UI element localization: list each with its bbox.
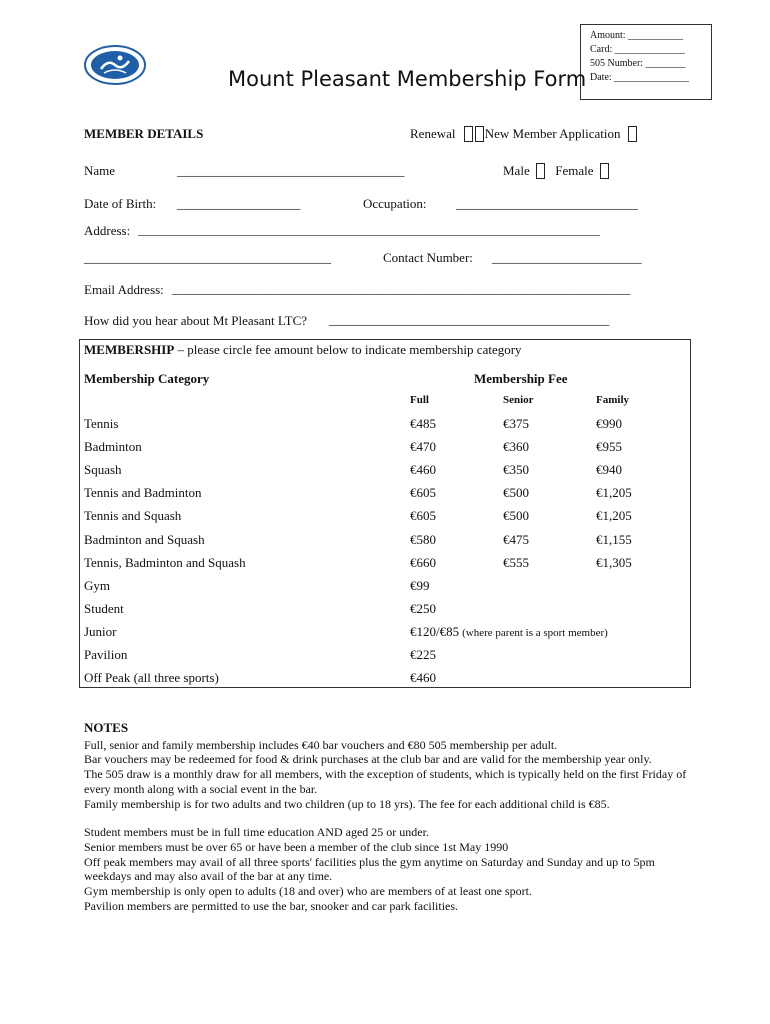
fee-senior-cell[interactable]: €555 [503,554,529,570]
category-header: Membership Category [84,371,210,386]
fee-full-cell[interactable]: €580 [410,531,436,547]
fee-family-cell[interactable]: €940 [596,462,622,478]
office-use-box [580,24,712,100]
hear-label: How did you hear about Mt Pleasant LTC? [84,313,308,328]
name-label: Name [84,163,116,178]
fee-full-value: €120/€85 [410,623,460,639]
col-senior-header: Senior [503,394,534,406]
category-cell: Tennis and Squash [84,508,182,524]
hear-field[interactable]: ______________________________________________ [329,313,610,327]
note-line: Pavilion members are permitted to use the bar, snooker and car park facilities. [84,898,459,913]
category-cell: Squash [84,462,122,478]
membership-heading [84,342,522,358]
fee-full-cell[interactable]: €470 [410,439,436,455]
fee-family-cell[interactable]: €955 [596,439,622,455]
category-cell: Badminton [84,439,142,455]
gender-options [503,163,610,179]
office-505-number: 505 Number: ________ [590,58,686,69]
occupation-label: Occupation: [363,196,427,211]
page-title: Mount Pleasant Membership Form [228,67,587,91]
notes-section [84,721,704,913]
membership-heading-bold: MEMBERSHIP [84,342,175,357]
fee-full-cell[interactable]: €225 [410,647,436,662]
note-line: Off peak members may avail of all three sports' facilities plus the gym anytime on Saturday and Sunday and up to 5pm weekdays and may also avail of the bar at any time. [84,854,655,884]
fee-full-cell[interactable] [410,624,608,640]
new-member-checkbox-right[interactable] [628,126,637,142]
member-details-heading: MEMBER DETAILS [84,126,204,141]
club-logo [84,45,146,85]
fee-full-cell[interactable]: €485 [410,416,436,431]
fee-senior-cell[interactable]: €360 [503,439,529,455]
fee-full-cell[interactable]: €460 [410,462,436,478]
fee-full-cell[interactable]: €250 [410,600,436,616]
fee-senior-cell[interactable]: €350 [503,462,529,478]
membership-heading-rest: – please circle fee amount below to indicate membership category [174,342,522,357]
office-amount: Amount: ___________ [590,30,684,41]
female-checkbox[interactable] [600,163,609,179]
category-cell: Tennis and Badminton [84,485,202,501]
contact-field[interactable]: _______________________ [492,250,642,265]
address-field-2[interactable]: ______________________________________ [84,250,331,265]
email-field[interactable]: __________________________________________________________________________ [172,282,631,296]
fee-senior-cell[interactable]: €500 [503,508,529,524]
renewal-option [410,126,638,142]
male-label: Male [503,163,530,178]
category-cell: Gym [84,577,110,593]
category-cell: Tennis, Badminton and Squash [84,554,246,570]
occupation-field[interactable]: ____________________________ [456,196,638,211]
dob-field[interactable]: ___________________ [177,196,301,211]
female-label: Female [555,163,594,178]
office-card: Card: ______________ [590,44,685,55]
note-line: Student members must be in full time education AND aged 25 or under. [84,825,429,840]
note-line: Full, senior and family membership includes €40 bar vouchers and €80 505 membership per adult. [84,737,558,752]
fee-full-cell[interactable]: €605 [410,508,436,524]
fee-family-cell[interactable]: €1,205 [596,485,632,501]
office-date: Date: _______________ [590,72,690,83]
fee-full-cell[interactable]: €99 [410,577,430,593]
notes-heading: NOTES [84,720,129,735]
fee-family-cell[interactable]: €990 [596,416,622,431]
fee-full-cell[interactable]: €460 [410,670,436,686]
col-family-header: Family [596,394,629,406]
category-cell: Badminton and Squash [84,531,205,547]
fee-full-cell[interactable]: €605 [410,485,436,501]
fee-senior-cell[interactable]: €500 [503,485,529,501]
note-line: The 505 draw is a monthly draw for all members, with the exception of students, which is typically held on the first Friday of every month along with a social event in the bar. [84,767,687,796]
fee-header: Membership Fee [474,371,568,386]
male-checkbox[interactable] [536,163,545,179]
category-cell: Off Peak (all three sports) [84,670,219,686]
address-field[interactable]: _____________________________________________________________________________ [138,223,600,237]
fee-family-cell[interactable]: €1,205 [596,508,632,524]
renewal-checkbox[interactable] [464,126,473,142]
note-line: Senior members must be over 65 or have been a member of the club since 1st May 1990 [84,839,509,854]
fee-senior-cell[interactable]: €375 [503,416,529,431]
category-cell: Student [84,600,124,616]
category-cell: Pavilion [84,647,128,662]
note-line: Gym membership is only open to adults (18 and over) who are members of at least one sport. [84,884,532,899]
category-cell: Tennis [84,416,119,431]
fee-full-cell[interactable]: €660 [410,554,436,570]
email-label: Email Address: [84,282,164,297]
fee-senior-cell[interactable]: €475 [503,531,529,547]
note-line: Bar vouchers may be redeemed for food & drink purchases at the club bar and are valid for the membership year only. [84,752,652,767]
note-line: Family membership is for two adults and two children (up to 18 yrs). The fee for each additional child is €85. [84,796,610,811]
col-full-header: Full [410,394,429,406]
renewal-label: Renewal [410,126,456,141]
category-cell: Junior [84,623,117,639]
address-label: Address: [84,223,131,238]
fee-family-cell[interactable]: €1,155 [596,531,632,547]
contact-label: Contact Number: [383,250,473,265]
fee-note: (where parent is a sport member) [462,626,608,639]
new-member-label: New Member Application [484,126,621,141]
dob-label: Date of Birth: [84,196,157,211]
fee-family-cell[interactable]: €1,305 [596,554,632,570]
new-member-checkbox[interactable] [475,126,484,142]
name-field[interactable]: ___________________________________ [177,163,405,178]
